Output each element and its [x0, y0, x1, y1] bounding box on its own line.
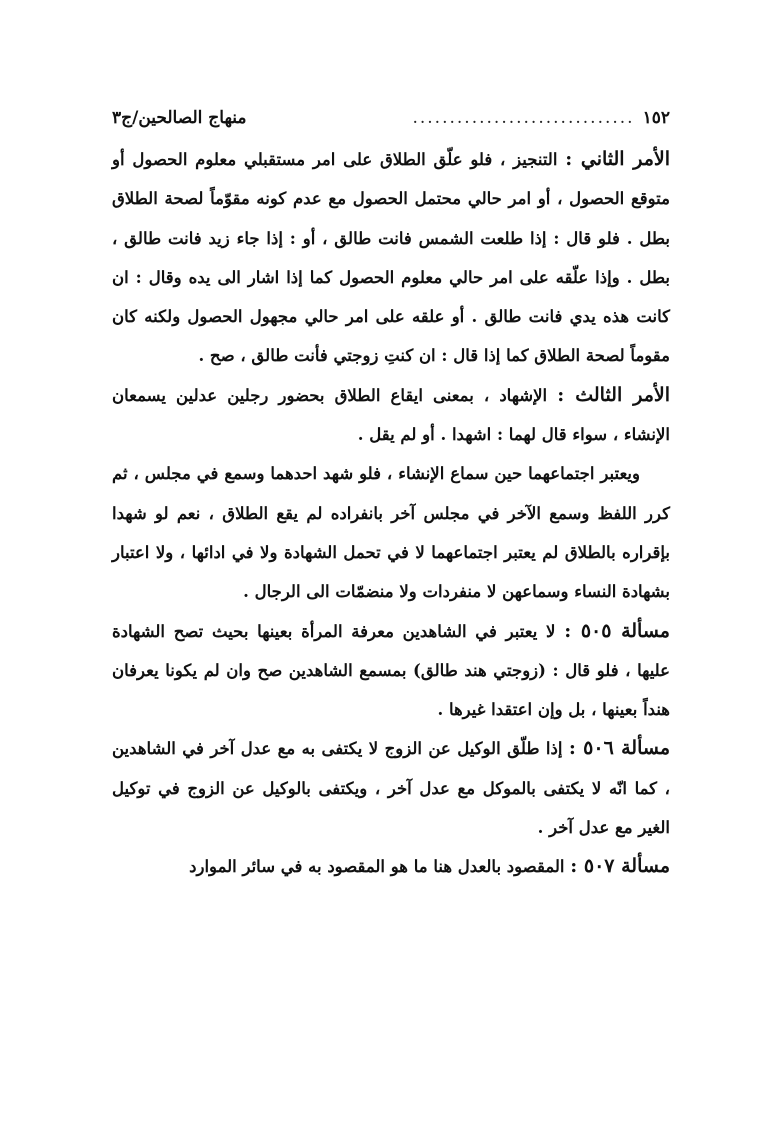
issue-heading: مسألة ٥٠٧ : [570, 855, 670, 878]
issue-heading: مسألة ٥٠٦ : [568, 737, 670, 760]
main-text [112, 140, 670, 887]
page-number: ١٥٢ [642, 108, 670, 128]
paragraph-text: ويعتبر اجتماعهما حين سماع الإنشاء ، فلو شهد احدهما وسمع في مجلس ، ثم كرر اللفظ وسمع الآخر في مجلس آخر بانفراده لم يقع الطلاق ، نعم لو شهدا بإقراره بالطلاق لم يعتبر اجتماعهما لا في تحمل الشهادة ولا في ادائها ، ولا اعتبار بشهادة النساء وسماعهن لا منفردات ولا منضمّات الى الرجال . [112, 464, 670, 602]
section-heading: الأمر الثالث : [557, 383, 670, 406]
issue-505 [112, 612, 670, 730]
issue-507 [112, 847, 670, 886]
paragraph-text: الإشهاد ، بمعنى ايقاع الطلاق بحضور رجلين عدلين يسمعان الإنشاء ، سواء قال لهما : اشهدا . أو لم يقل . [112, 385, 670, 445]
header-leader-dots: .............................. [412, 108, 635, 128]
issue-heading: مسألة ٥٠٥ : [564, 619, 670, 642]
paragraph-text: لا يعتبر في الشاهدين معرفة المرأة بعينها بحيث تصح الشهادة عليها ، فلو قال : (زوجتي هند طالق) بمسمع الشاهدين صح وان لم يكونا يعرفان هنداً بعينها ، بل وإن اعتقدا غيرها . [112, 621, 670, 720]
paragraph-text: إذا طلّق الوكيل عن الزوج لا يكتفى به مع عدل آخر في الشاهدين ، كما انّه لا يكتفى بالموكل مع عدل آخر ، ويكتفى بالوكيل عن الزوج في توكيل الغير مع عدل آخر . [112, 739, 670, 838]
section-heading: الأمر الثاني : [565, 148, 670, 170]
book-title: منهاج الصالحين/ج٣ [112, 108, 247, 128]
paragraph-third-condition [112, 376, 670, 455]
issue-506 [112, 729, 670, 847]
paragraph-second-condition [112, 140, 670, 376]
paragraph-witness-meeting [112, 454, 670, 611]
paragraph-text: التنجيز ، فلو علّق الطلاق على امر مستقبلي معلوم الحصول أو متوقع الحصول ، أو امر حالي محتمل الحصول مع عدم كونه مقوّماً لصحة الطلاق بطل . فلو قال : إذا طلعت الشمس فانت طالق ، أو : إذا جاء زيد فانت طالق ، بطل . وإذا علّقه على امر حالي معلوم الحصول كما إذا اشار الى يده وقال : ان كانت هذه يدي فانت طالق . أو علقه على امر حالي مجهول الحصول ولكنه كان مقوماً لصحة الطلاق كما إذا قال : ان كنتِ زوجتي فأنت طالق ، صح . [112, 150, 670, 366]
paragraph-text: المقصود بالعدل هنا ما هو المقصود به في سائر الموارد [189, 857, 571, 877]
running-header [112, 108, 670, 128]
